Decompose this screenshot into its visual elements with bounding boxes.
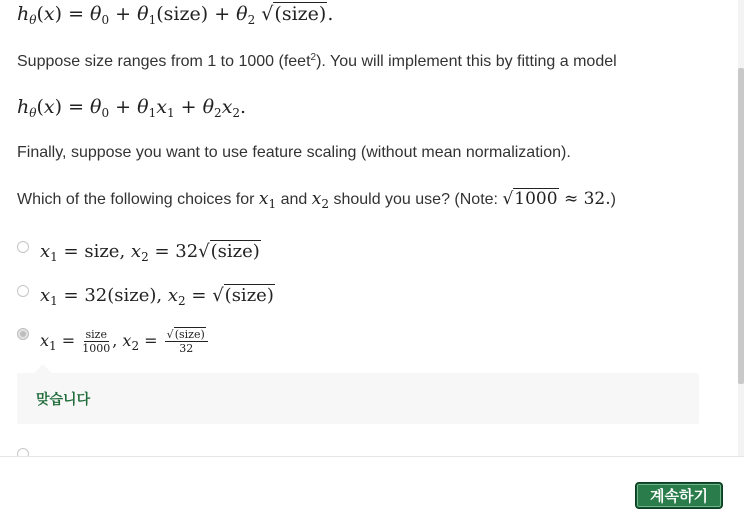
option-2-radio[interactable] (17, 285, 29, 297)
choice-prompt: Which of the following choices for $x_1$ and $x_2$ should you use? (Note: √1000 ≈ 32.) (17, 189, 616, 211)
option-3-label[interactable]: $x_1$ = $\frac{\text{size}}{1000}$ , $x_2$ = $\frac{\text{√(size)}}{32}$ (40, 328, 210, 355)
hypothesis-equation: $h_\theta(x) = \theta_0$ + $\theta_1(size) + \theta_2$ √(size). (17, 3, 334, 27)
feedback-box (17, 373, 699, 424)
option-1-radio[interactable] (17, 241, 29, 253)
fraction-sqrt-size-over-32: $\frac{\text{√(size)}}{32}$ (165, 328, 208, 355)
feedback-pointer (34, 364, 52, 373)
fraction-size-over-1000: $\frac{\text{size}}{1000}$ (82, 328, 111, 355)
option-4-partial[interactable] (17, 448, 317, 456)
continue-button[interactable]: 계속하기 (636, 483, 722, 508)
feedback-correct-label: 맞습니다 (36, 391, 91, 407)
option-4-radio[interactable] (17, 448, 29, 456)
vertical-scrollbar[interactable] (738, 0, 744, 456)
option-2-label[interactable]: $x_1$ = 32(size), $x_2$ = √(size) (40, 285, 274, 308)
feature-scaling-text: Finally, suppose you want to use feature scaling (without mean normalization). (17, 144, 571, 161)
option-1-label[interactable]: $x_1$ = size, $x_2$ = 32√(size) (40, 241, 260, 264)
model-equation: $h_\theta(x) = \theta_0 + \theta_1x_1 + \theta_2x_2$. (17, 96, 247, 120)
size-range-text: Suppose size ranges from 1 to 1000 (feet$^2$). You will implement this by fitting a model (17, 52, 617, 70)
footer-bar (0, 456, 744, 517)
option-3-radio[interactable] (17, 328, 29, 340)
scrollbar-thumb[interactable] (738, 68, 744, 384)
